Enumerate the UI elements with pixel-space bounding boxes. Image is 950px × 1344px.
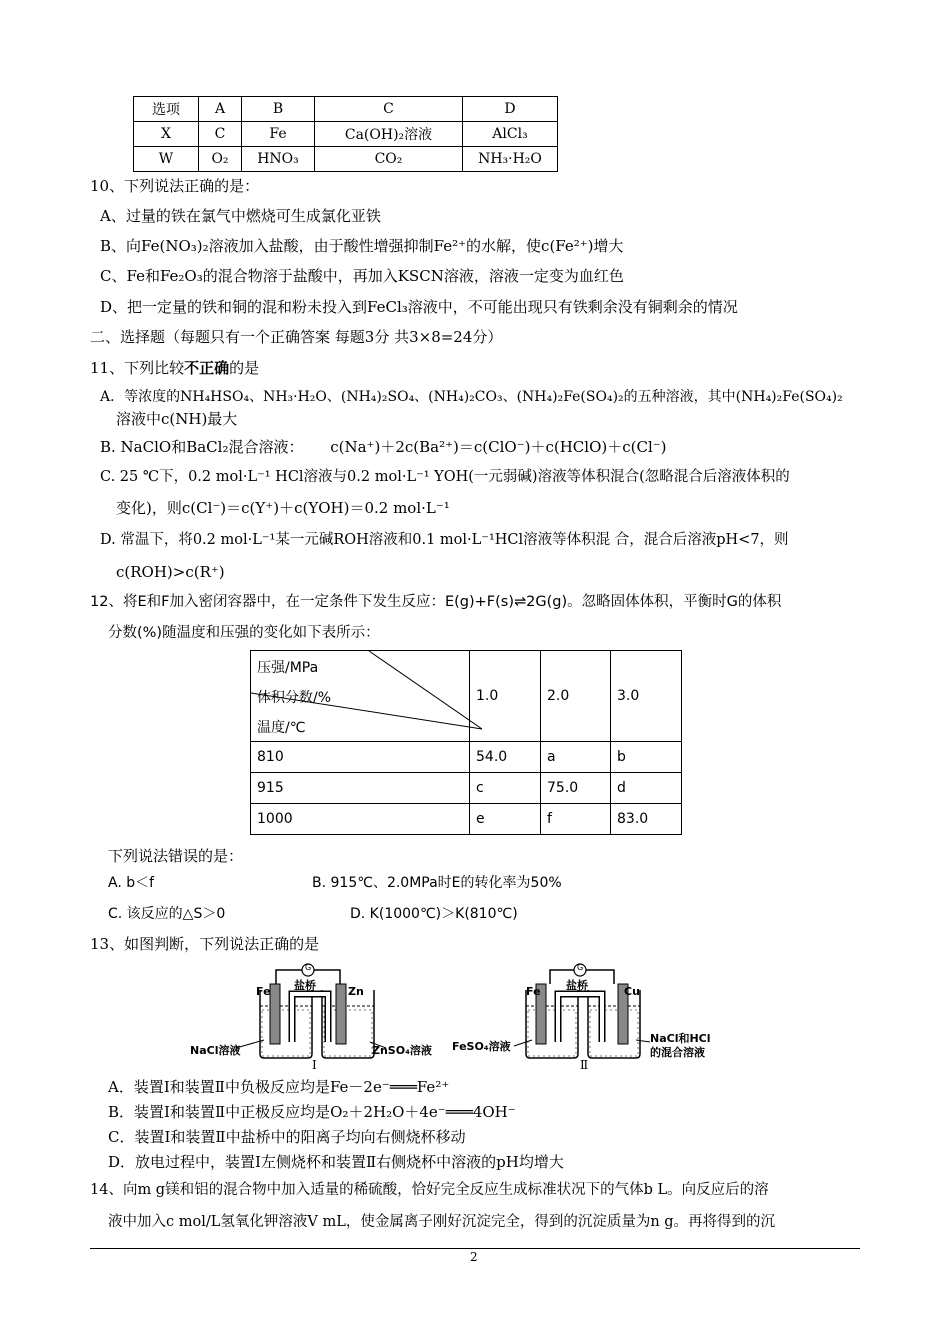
q13-stem: 13、如图判断，下列说法正确的是 — [90, 935, 320, 953]
table-cell: 选项 — [134, 97, 199, 122]
q11-stem-emphasis: 不正确 — [184, 359, 230, 377]
left-solution-label: NaCl溶液 — [190, 1044, 241, 1057]
table-cell: e — [470, 804, 541, 835]
q10-option-c: C、Fe和Fe₂O₃的混合物溶于盐酸中，再加入KSCN溶液，溶液一定变为血红色 — [100, 267, 624, 285]
q12-option-c: C. 该反应的△S＞0 — [108, 906, 226, 922]
q11-option-b — [100, 437, 667, 457]
table-row — [251, 742, 682, 773]
q11-option-d-line1: D. 常温下，将0.2 mol·L⁻¹某一元碱ROH溶液和0.1 mol·L⁻¹HCl溶液等体积混 合，混合后溶液pH<7，则 — [100, 532, 789, 548]
q11-option-c-line1: C. 25 ℃下，0.2 mol·L⁻¹ HCl溶液与0.2 mol·L⁻¹ YOH(一元弱碱)溶液等体积混合(忽略混合后溶液体积的 — [100, 469, 790, 485]
q10-option-a: A、过量的铁在氯气中燃烧可生成氯化亚铁 — [100, 207, 381, 225]
right-solution-label-line1: NaCl和HCl — [650, 1032, 711, 1045]
figure-label: Ⅱ — [580, 1058, 589, 1072]
table-cell: 3.0 — [611, 651, 682, 742]
galvanic-cell-figure-2 — [452, 962, 732, 1074]
table-cell: X — [134, 122, 199, 147]
right-solution-label-line2: 的混合溶液 — [650, 1046, 705, 1059]
q11-option-a-line1: A．等浓度的NH₄HSO₄、NH₃·H₂O、(NH₄)₂SO₄、(NH₄)₂CO₃、(NH₄)₂Fe(SO₄)₂的五种溶液，其中(NH₄)₂Fe(SO₄)₂ — [100, 389, 843, 405]
table-cell: d — [611, 773, 682, 804]
table-cell: 1.0 — [470, 651, 541, 742]
table-row — [134, 97, 558, 122]
q13-option-b: B．装置Ⅰ和装置Ⅱ中正极反应均是O₂＋2H₂O＋4e⁻═══4OH⁻ — [108, 1103, 516, 1121]
right-electrode-label: Cu — [624, 985, 640, 998]
figure-label: I — [312, 1058, 317, 1072]
table-row — [251, 773, 682, 804]
q11-option-c-line2: 变化)，则c(Cl⁻)＝c(Y⁺)＋c(YOH)＝0.2 mol·L⁻¹ — [116, 499, 450, 517]
right-electrode-label: Zn — [348, 985, 364, 998]
q13-option-c: C．装置Ⅰ和装置Ⅱ中盐桥中的阳离子均向右侧烧杯移动 — [108, 1128, 466, 1146]
header-temperature: 温度/℃ — [257, 720, 306, 736]
q11-option-a-line2: 溶液中c(NH)最大 — [116, 410, 238, 428]
q11-option-b-label: B. NaClO和BaCl₂混合溶液： — [100, 438, 304, 456]
equilibrium-table — [250, 650, 682, 835]
q11-stem-pre: 11、下列比较 — [90, 359, 185, 377]
table-cell: NH₃·H₂O — [463, 147, 558, 172]
q12-stem-line2: 分数(%)随温度和压强的变化如下表所示： — [108, 625, 380, 641]
table-row — [251, 651, 682, 742]
header-pressure: 压强/MPa — [257, 660, 319, 676]
q12-stem-line1: 12、将E和F加入密闭容器中，在一定条件下发生反应：E(g)+F(s)⇌2G(g)。忽略固体体积，平衡时G的体积 — [90, 594, 782, 610]
q13-option-a: A．装置Ⅰ和装置Ⅱ中负极反应均是Fe－2e⁻═══Fe²⁺ — [108, 1078, 450, 1096]
q10-option-d: D、把一定量的铁和铜的混和粉未投入到FeCl₃溶液中，不可能出现只有铁剩余没有铜剩余的情况 — [100, 298, 738, 316]
table-cell: D — [463, 97, 558, 122]
galvanic-cell-figure-1 — [190, 962, 450, 1074]
galvanometer-icon: G — [577, 963, 584, 972]
table-cell: C — [315, 97, 463, 122]
q12-option-b: B. 915℃、2.0MPa时E的转化率为50% — [312, 875, 562, 891]
options-table — [133, 96, 558, 172]
table-cell: AlCl₃ — [463, 122, 558, 147]
footer-divider — [90, 1248, 860, 1249]
table-cell: A — [199, 97, 242, 122]
galvanometer-icon: G — [305, 963, 312, 972]
table-cell: 915 — [251, 773, 470, 804]
table-cell: HNO₃ — [242, 147, 315, 172]
diagonal-header-cell — [251, 651, 470, 742]
table-cell: 2.0 — [541, 651, 611, 742]
table-cell: Ca(OH)₂溶液 — [315, 122, 463, 147]
q11-option-b-equation: c(Na⁺)＋2c(Ba²⁺)＝c(ClO⁻)＋c(HClO)＋c(Cl⁻) — [330, 438, 667, 456]
table-row — [134, 147, 558, 172]
page-number: 2 — [470, 1250, 478, 1264]
table-cell: 1000 — [251, 804, 470, 835]
table-cell: c — [470, 773, 541, 804]
table-cell: f — [541, 804, 611, 835]
q12-option-d: D. K(1000℃)＞K(810℃) — [350, 906, 518, 922]
table-cell: a — [541, 742, 611, 773]
salt-bridge-label: 盐桥 — [566, 979, 588, 992]
table-row — [251, 804, 682, 835]
q11-option-d-line2: c(ROH)>c(R⁺) — [116, 563, 225, 581]
left-electrode-label: Fe — [256, 985, 271, 998]
header-volume-fraction: 体积分数/% — [257, 690, 332, 706]
q11-stem — [90, 358, 259, 378]
table-cell: 75.0 — [541, 773, 611, 804]
table-cell: 54.0 — [470, 742, 541, 773]
section-heading: 二、选择题（每题只有一个正确答案 每题3分 共3×8=24分） — [90, 328, 503, 346]
table-cell: 810 — [251, 742, 470, 773]
q12-option-a: A. b＜f — [108, 875, 155, 891]
table-cell: O₂ — [199, 147, 242, 172]
q11-stem-post: 的是 — [229, 359, 260, 377]
table-cell: Fe — [242, 122, 315, 147]
q13-option-d: D．放电过程中，装置Ⅰ左侧烧杯和装置Ⅱ右侧烧杯中溶液的pH均增大 — [108, 1153, 564, 1171]
q10-stem: 10、下列说法正确的是： — [90, 177, 260, 195]
right-solution-label: ZnSO₄溶液 — [372, 1044, 432, 1057]
table-cell: B — [242, 97, 315, 122]
q14-line2: 液中加入c mol/L氢氧化钾溶液V mL，使金属离子刚好沉淀完全，得到的沉淀质量为n g。再将得到的沉 — [108, 1214, 776, 1230]
q10-option-b: B、向Fe(NO₃)₂溶液加入盐酸，由于酸性增强抑制Fe²⁺的水解，使c(Fe²⁺)增大 — [100, 237, 624, 255]
table-cell: 83.0 — [611, 804, 682, 835]
table-cell: W — [134, 147, 199, 172]
q12-question: 下列说法错误的是： — [108, 847, 244, 865]
left-electrode-label: Fe — [526, 985, 541, 998]
table-cell: b — [611, 742, 682, 773]
table-row — [134, 122, 558, 147]
q14-line1: 14、向m g镁和铝的混合物中加入适量的稀硫酸，恰好完全反应生成标准状况下的气体b L。向反应后的溶 — [90, 1182, 769, 1198]
table-cell: CO₂ — [315, 147, 463, 172]
table-cell: C — [199, 122, 242, 147]
left-solution-label: FeSO₄溶液 — [452, 1040, 511, 1053]
salt-bridge-label: 盐桥 — [294, 979, 316, 992]
